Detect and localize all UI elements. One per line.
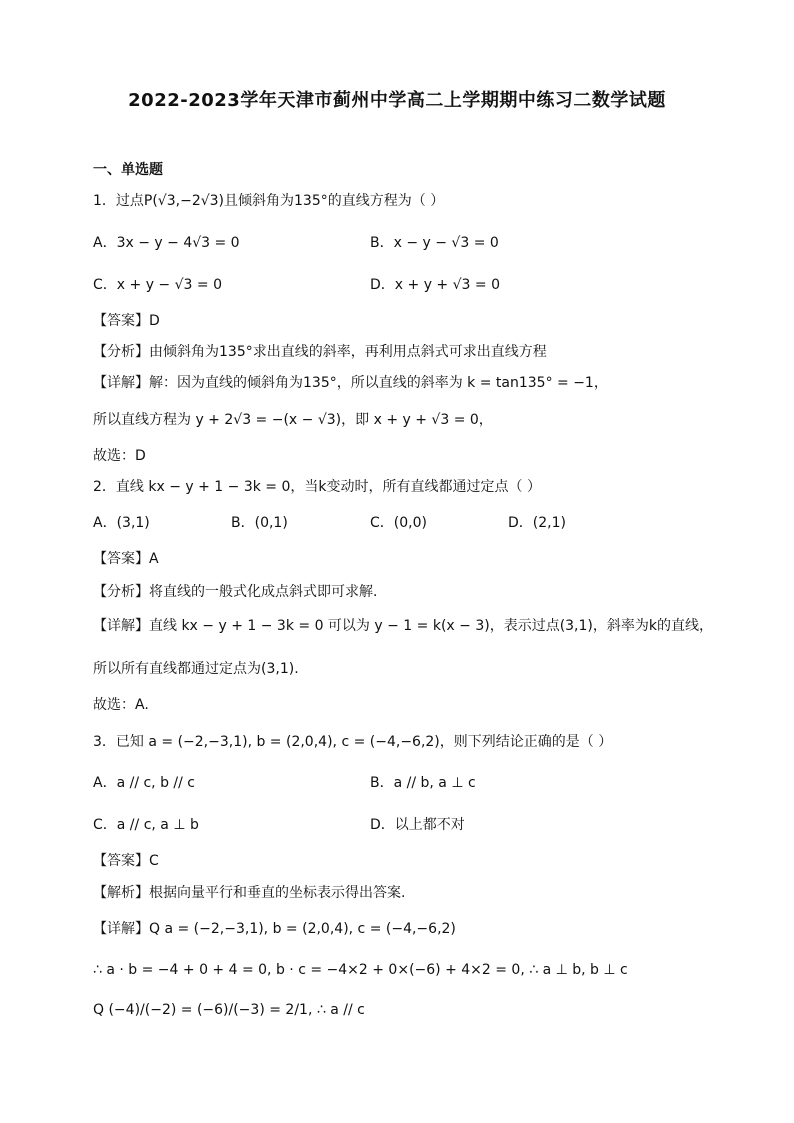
q1-option-b: B．x − y − √3 = 0 (370, 235, 499, 251)
q2-stem: 2．直线 kx − y + 1 − 3k = 0，当k变动时，所有直线都通过定点（ ） (93, 479, 541, 495)
q1-option-d: D．x + y + √3 = 0 (370, 277, 500, 293)
q3-option-d: D．以上都不对 (370, 817, 465, 833)
q3-detail: 【详解】Q a = (−2,−3,1), b = (2,0,4), c = (−4,−6,2) (93, 921, 456, 937)
q2-option-a: A．(3,1) (93, 515, 150, 531)
q3-option-a: A．a // c, b // c (93, 775, 196, 791)
q3-option-c: C．a // c, a ⊥ b (93, 817, 199, 833)
q3-detail-3: Q (−4)/(−2) = (−6)/(−3) = 2/1, ∴ a // c (93, 1002, 365, 1018)
document-title: 2022-2023学年天津市蓟州中学高二上学期期中练习二数学试题 (128, 90, 666, 111)
q2-answer: 【答案】A (93, 551, 159, 567)
q1-stem: 1．过点P(√3,−2√3)且倾斜角为135°的直线方程为（ ） (93, 193, 445, 209)
q2-detail: 【详解】直线 kx − y + 1 − 3k = 0 可以为 y − 1 = k(x − 3)，表示过点(3,1)，斜率为k的直线， (93, 618, 713, 634)
q1-analysis: 【分析】由倾斜角为135°求出直线的斜率，再利用点斜式可求出直线方程 (93, 344, 547, 360)
q3-analysis: 【解析】根据向量平行和垂直的坐标表示得出答案. (93, 885, 406, 901)
q2-option-b: B．(0,1) (231, 515, 288, 531)
q1-answer: 【答案】D (93, 313, 160, 329)
q1-option-c: C．x + y − √3 = 0 (93, 277, 222, 293)
q3-answer: 【答案】C (93, 853, 159, 869)
q3-detail-2: ∴ a · b = −4 + 0 + 4 = 0, b · c = −4×2 + 0×(−6) + 4×2 = 0, ∴ a ⊥ b, b ⊥ c (93, 962, 628, 978)
q3-stem: 3．已知 a = (−2,−3,1), b = (2,0,4), c = (−4,−6,2)，则下列结论正确的是（ ） (93, 734, 613, 750)
q2-option-c: C．(0,0) (370, 515, 427, 531)
q2-detail-2: 所以所有直线都通过定点为(3,1). (93, 661, 299, 677)
q1-detail: 【详解】解：因为直线的倾斜角为135°，所以直线的斜率为 k = tan135° = −1， (93, 375, 608, 391)
q2-analysis: 【分析】将直线的一般式化成点斜式即可求解. (93, 584, 378, 600)
q1-detail-2: 所以直线方程为 y + 2√3 = −(x − √3)，即 x + y + √3 = 0， (93, 412, 493, 428)
q1-option-a: A．3x − y − 4√3 = 0 (93, 235, 240, 251)
section-heading: 一、单选题 (93, 162, 163, 178)
q3-option-b: B．a // b, a ⊥ c (370, 775, 476, 791)
q2-choice: 故选：A. (93, 697, 149, 713)
q2-option-d: D．(2,1) (508, 515, 566, 531)
q1-choice: 故选：D (93, 448, 146, 464)
